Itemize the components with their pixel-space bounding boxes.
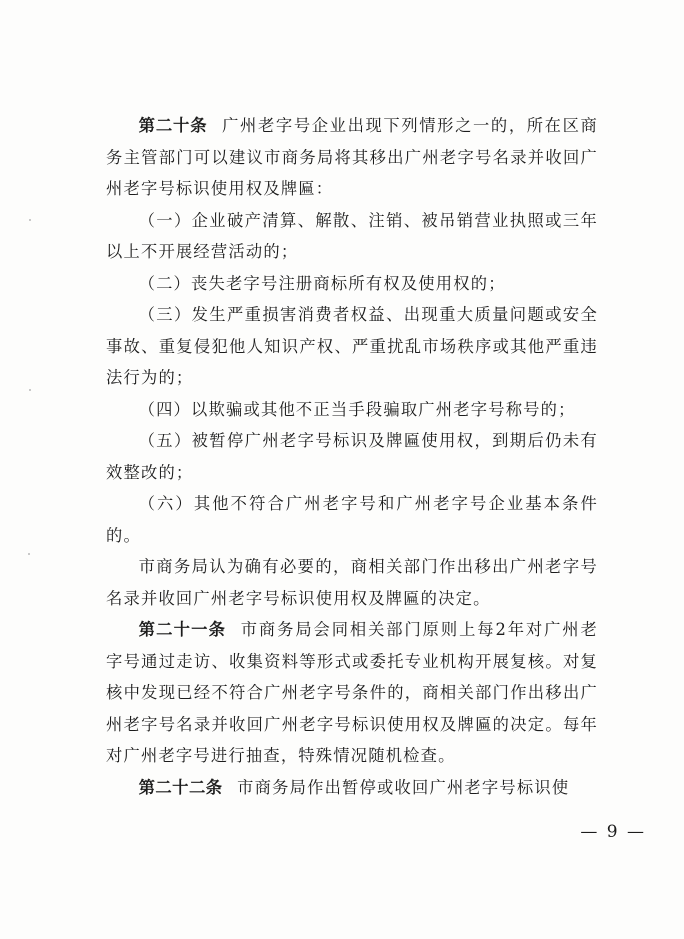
scan-speck [29,219,31,221]
paragraph-item-2 [106,268,598,300]
paragraph-article-20 [106,110,598,205]
paragraph-article-22 [106,772,598,804]
paragraph-item-4 [106,394,598,426]
paragraph-text: （五）被暂停广州老字号标识及牌匾使用权，到期后仍未有效整改的； [106,431,598,482]
page-number: — 9 — [580,822,646,842]
paragraph-text: （三）发生严重损害消费者权益、出现重大质量问题或安全事故、重复侵犯他人知识产权、严重扰乱市场秩序或其他严重违法行为的； [106,305,598,387]
paragraph-decision [106,551,598,614]
paragraph-article-21 [106,614,598,772]
article-title: 第二十二条 [138,777,223,797]
paragraph-text: 市商务局认为确有必要的，商相关部门作出移出广州老字号名录并收回广州老字号标识使用权及牌匾的决定。 [106,557,598,608]
paragraph-text: 市商务局会同相关部门原则上每2年对广州老字号通过走访、收集资料等形式或委托专业机构开展复核。对复核中发现已经不符合广州老字号条件的，商相关部门作出移出广州老字号名录并收回广州老字号标识使用权及牌匾的决定。每年对广州老字号进行抽查，特殊情况随机检查。 [106,620,598,765]
paragraph-item-1 [106,205,598,268]
paragraph-text: 市商务局作出暂停或收回广州老字号标识使 [237,777,570,797]
paragraph-item-6 [106,488,598,551]
scan-speck [29,389,31,391]
paragraph-text: 广州老字号企业出现下列情形之一的，所在区商务主管部门可以建议市商务局将其移出广州老字号名录并收回广州老字号标识使用权及牌匾： [106,116,598,198]
paragraph-text: （一）企业破产清算、解散、注销、被吊销营业执照或三年以上不开展经营活动的； [106,210,598,261]
document-body [106,110,598,803]
paragraph-text: （六）其他不符合广州老字号和广州老字号企业基本条件的。 [106,494,598,545]
paragraph-item-3 [106,299,598,394]
scan-speck [28,553,30,555]
paragraph-text: （二）丧失老字号注册商标所有权及使用权的； [138,273,506,293]
paragraph-text: （四）以欺骗或其他不正当手段骗取广州老字号称号的； [138,399,576,419]
paragraph-item-5 [106,425,598,488]
article-title: 第二十条 [138,116,208,135]
article-title: 第二十一条 [138,620,227,639]
